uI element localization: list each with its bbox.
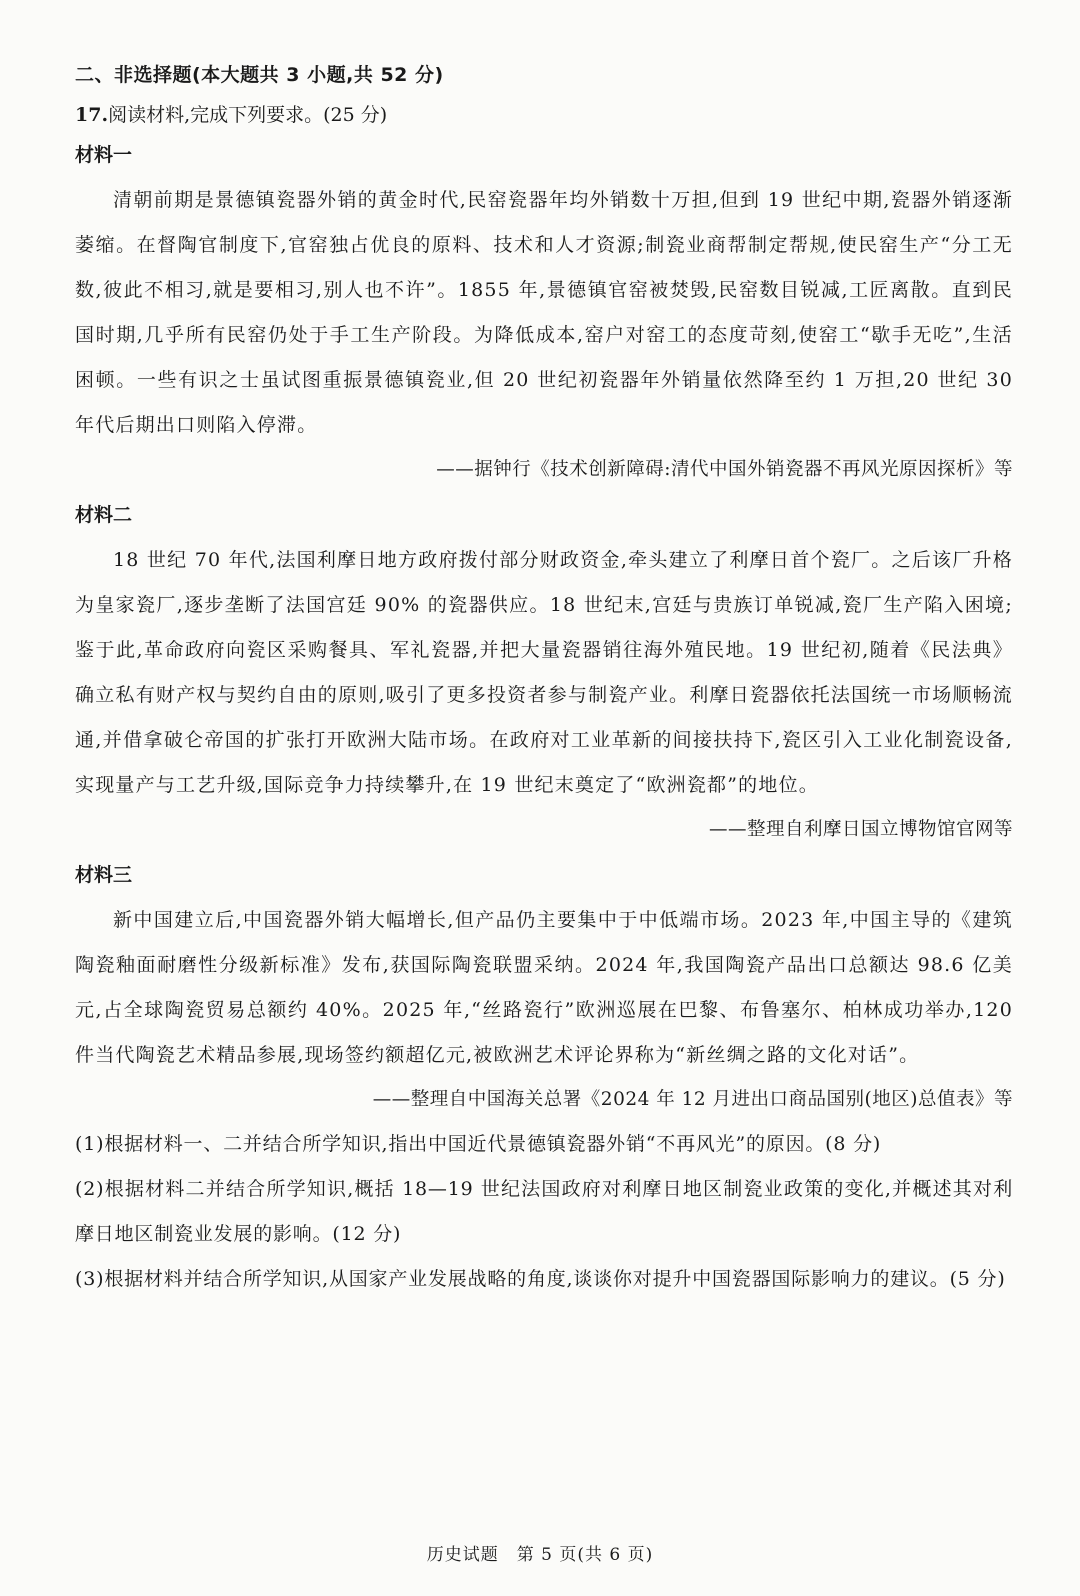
exam-page <box>75 58 1013 1302</box>
material-source: ——据钟行《技术创新障碍:清代中国外销瓷器不再风光原因探析》等 <box>436 459 1013 480</box>
page-footer: 历史试题 第 5 页(共 6 页) <box>426 1545 654 1565</box>
material-body: 18 世纪 70 年代,法国利摩日地方政府拨付部分财政资金,牵头建立了利摩日首个瓷厂。之后该厂升格为皇家瓷厂,逐步垄断了法国宫廷 90% 的瓷器供应。18 世纪末,宫廷与贵族订单锐减,瓷厂生产陷入困境;鉴于此,革命政府向瓷区采购餐具、军礼瓷器,并把大量瓷器销往海外殖民地。19 世纪初,随着《民法典》确立私有财产权与契约自由的原则,吸引了更多投资者参与制瓷产业。利摩日瓷器依托法国统一市场顺畅流通,并借拿破仑帝国的扩张打开欧洲大陆市场。在政府对工业革新的间接扶持下,瓷区引入工业化制瓷设备,实现量产与工艺升级,国际竞争力持续攀升,在 19 世纪末奠定了“欧洲瓷都”的地位。 <box>75 549 1013 796</box>
sub-question-1: (1)根据材料一、二并结合所学知识,指出中国近代景德镇瓷器外销“不再风光”的原因。(8 分) <box>75 1133 882 1155</box>
section-title: 二、非选择题(本大题共 3 小题,共 52 分) <box>75 64 444 86</box>
question-number: 17. <box>75 104 109 126</box>
material-heading: 材料三 <box>75 864 133 886</box>
material-source: ——整理自中国海关总署《2024 年 12 月进出口商品国别(地区)总值表》等 <box>372 1089 1013 1110</box>
material-heading: 材料一 <box>75 144 133 166</box>
material-2 <box>75 498 1013 852</box>
sub-questions <box>75 1122 1013 1302</box>
material-3 <box>75 858 1013 1122</box>
material-source: ——整理自利摩日国立博物馆官网等 <box>708 819 1013 840</box>
material-body: 新中国建立后,中国瓷器外销大幅增长,但产品仍主要集中于中低端市场。2023 年,中国主导的《建筑陶瓷釉面耐磨性分级新标准》发布,获国际陶瓷联盟采纳。2024 年,我国陶瓷产品出口总额达 98.6 亿美元,占全球陶瓷贸易总额约 40%。2025 年,“丝路瓷行”欧洲巡展在巴黎、布鲁塞尔、柏林成功举办,120 件当代陶瓷艺术精品参展,现场签约额超亿元,被欧洲艺术评论界称为“新丝绸之路的文化对话”。 <box>75 909 1013 1066</box>
material-heading: 材料二 <box>75 504 133 526</box>
material-body: 清朝前期是景德镇瓷器外销的黄金时代,民窑瓷器年均外销数十万担,但到 19 世纪中期,瓷器外销逐渐萎缩。在督陶官制度下,官窑独占优良的原料、技术和人才资源;制瓷业商帮制定帮规,使民窑生产“分工无数,彼此不相习,就是要相习,别人也不许”。1855 年,景德镇官窑被焚毁,民窑数目锐减,工匠离散。直到民国时期,几乎所有民窑仍处于手工生产阶段。为降低成本,窑户对窑工的态度苛刻,使窑工“歇手无吃”,生活困顿。一些有识之士虽试图重振景德镇瓷业,但 20 世纪初瓷器年外销量依然降至约 1 万担,20 世纪 30 年代后期出口则陷入停滞。 <box>75 189 1013 436</box>
question-title <box>75 98 1013 132</box>
sub-question-3: (3)根据材料并结合所学知识,从国家产业发展战略的角度,谈谈你对提升中国瓷器国际影响力的建议。(5 分) <box>75 1268 1006 1290</box>
material-1 <box>75 138 1013 492</box>
question-prompt: 阅读材料,完成下列要求。(25 分) <box>108 104 388 126</box>
sub-question-2: (2)根据材料二并结合所学知识,概括 18—19 世纪法国政府对利摩日地区制瓷业政策的变化,并概述其对利摩日地区制瓷业发展的影响。(12 分) <box>75 1178 1013 1245</box>
